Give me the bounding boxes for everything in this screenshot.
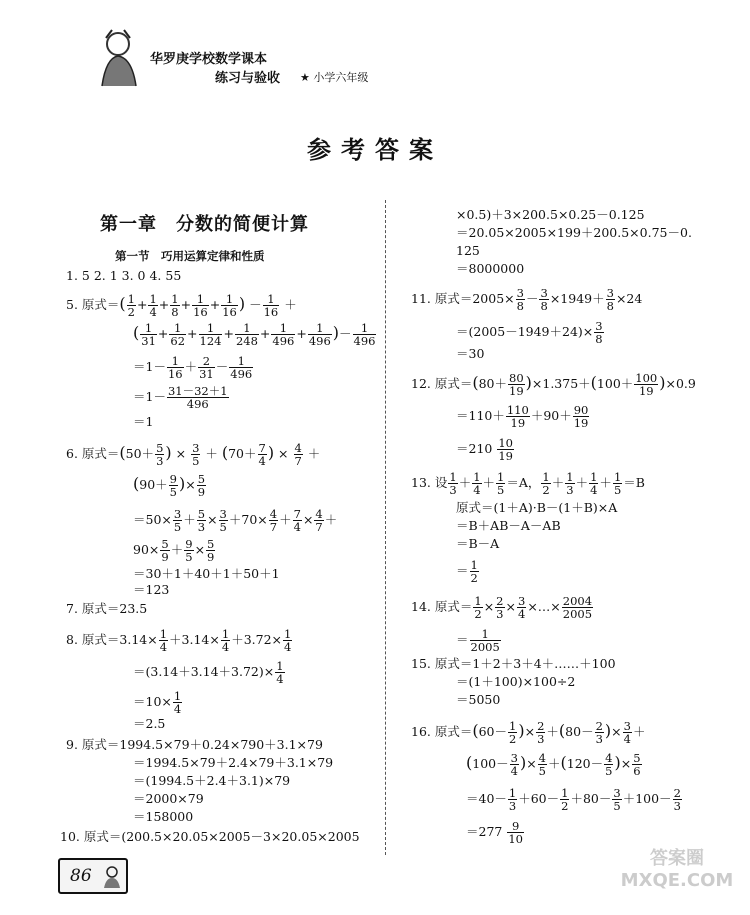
answer-13-line1: 13. 设 $\frac{1}{3}$ ＋ $\frac{1}{4}$ ＋ $\frac{1}{5}$ ＝A， $\frac{1}{2}$ ＋ $\frac{1}{3}$ ＋ $\frac{1}{4}$ ＋ $\frac{1}{5}$ ＝B <box>411 470 645 498</box>
answer-12-result: ＝210 $\frac{10}{19}$ <box>456 436 513 464</box>
answer-13-line4: ＝B－A <box>456 536 500 551</box>
answer-5-line2: ( $\frac{1}{31}$ + $\frac{1}{62}$ + $\frac{1}{124}$ + $\frac{1}{248}$ + $\frac{1}{496}$ + $\frac{1}{496}$ )－ $\frac{1}{496}$ <box>133 321 376 349</box>
answer-10-line3: ＝20.05×2005×199＋200.5×0.75－0. <box>456 225 692 240</box>
mascot-icon <box>100 864 124 888</box>
answer-5-line4: ＝1－ $\frac{31-32+1}{496}$ <box>133 384 228 412</box>
answer-6-line2: (90＋ $\frac{9}{5}$ )× $\frac{5}{9}$ <box>133 472 206 500</box>
column-divider <box>385 200 386 855</box>
answer-14-result: ＝ $\frac{1}{2005}$ <box>456 627 500 655</box>
answer-12-line1: 12. 原式＝(80＋ $\frac{80}{19}$ )×1.375＋(100＋ $\frac{100}{19}$ )×0.9 <box>411 371 696 399</box>
answers-1-4: 1. 5 2. 1 3. 0 4. 55 <box>66 268 182 283</box>
answer-7: 7. 原式＝23.5 <box>66 601 148 616</box>
answer-11-line2: ＝(2005－1949＋24)× $\frac{3}{8}$ <box>456 319 603 347</box>
answer-16-result: ＝277 $\frac{9}{10}$ <box>466 819 523 847</box>
answer-16-line2: (100－ $\frac{3}{4}$ )× $\frac{4}{5}$ ＋(120－ $\frac{4}{5}$ )× $\frac{5}{6}$ <box>466 751 641 779</box>
answer-13-line3: ＝B＋AB－A－AB <box>456 518 561 533</box>
answer-13-result: ＝ $\frac{1}{2}$ <box>456 558 478 586</box>
header-book-title: 练习与验收 <box>215 71 281 86</box>
answer-5-line3: ＝1－ $\frac{1}{16}$ ＋ $\frac{2}{31}$ － $\frac{1}{496}$ <box>133 354 253 382</box>
header-grade: ★ 小学六年级 <box>300 71 369 84</box>
answer-16-line3: ＝40－ $\frac{1}{3}$ ＋60－ $\frac{1}{2}$ ＋80－ $\frac{3}{5}$ ＋100－ $\frac{2}{3}$ <box>466 786 681 814</box>
answer-15-result: ＝5050 <box>456 692 501 707</box>
doc-title: 参考答案 <box>307 136 443 164</box>
answer-6-line4: 90× $\frac{5}{9}$ ＋ $\frac{9}{5}$ × $\frac{5}{9}$ <box>133 537 215 565</box>
header-series-title: 华罗庚学校数学课本 <box>150 52 268 67</box>
answer-6-line3: ＝50× $\frac{3}{5}$ ＋ $\frac{5}{3}$ × $\frac{3}{5}$ ＋70× $\frac{4}{7}$ ＋ $\frac{7}{4}$ × $\frac{4}{7}$ ＋ <box>133 507 338 535</box>
answer-10-line2: ×0.5)＋3×200.5×0.25－0.125 <box>456 207 645 222</box>
page-number-box <box>58 858 128 894</box>
answer-12-line2: ＝110＋ $\frac{110}{19}$ ＋90＋ $\frac{90}{19}$ <box>456 403 589 431</box>
answer-14-line1: 14. 原式＝ $\frac{1}{2}$ × $\frac{2}{3}$ × $\frac{3}{4}$ ×…× $\frac{2004}{2005}$ <box>411 594 593 622</box>
answer-13-line2: 原式＝(1＋A)·B－(1＋B)×A <box>456 500 618 515</box>
page-number: 86 <box>70 866 92 886</box>
answer-11-line1: 11. 原式＝2005× $\frac{3}{8}$ － $\frac{3}{8}$ ×1949＋ $\frac{3}{8}$ ×24 <box>411 286 643 314</box>
answer-9-line2: ＝1994.5×79＋2.4×79＋3.1×79 <box>133 755 334 770</box>
answer-5-line1: 5. 原式＝( $\frac{1}{2}$ + $\frac{1}{4}$ + $\frac{1}{8}$ + $\frac{1}{16}$ + $\frac{1}{16}$ ) － $\frac{1}{16}$ ＋ <box>66 292 297 320</box>
answer-6-line5: ＝30＋1＋40＋1＋50＋1 <box>133 566 280 581</box>
section-title: 第一节 巧用运算定律和性质 <box>115 249 265 263</box>
answer-15-line1: 15. 原式＝1＋2＋3＋4＋……＋100 <box>411 656 616 671</box>
answer-10-line1: 10. 原式＝(200.5×20.05×2005－3×20.05×2005 <box>60 829 360 844</box>
answer-10-result: ＝8000000 <box>456 261 525 276</box>
answer-10-line4: 125 <box>456 243 480 258</box>
answer-5-result: ＝1 <box>133 414 154 429</box>
answer-8-line3: ＝10× $\frac{1}{4}$ <box>133 689 182 717</box>
answer-8-result: ＝2.5 <box>133 716 166 731</box>
answer-6-result: ＝123 <box>133 582 170 597</box>
watermark: 答案圈 MXQE.COM <box>620 848 734 891</box>
answer-9-line4: ＝2000×79 <box>133 791 204 806</box>
answer-9-line3: ＝(1994.5＋2.4＋3.1)×79 <box>133 773 291 788</box>
answer-6-line1: 6. 原式＝(50＋ $\frac{5}{3}$ ) × $\frac{3}{5}$ ＋ (70＋ $\frac{7}{4}$ ) × $\frac{4}{7}$ ＋ <box>66 441 321 469</box>
answer-16-line1: 16. 原式＝(60－ $\frac{1}{2}$ )× $\frac{2}{3}$ ＋(80－ $\frac{2}{3}$ )× $\frac{3}{4}$ ＋ <box>411 719 646 747</box>
answer-8-line1: 8. 原式＝3.14× $\frac{1}{4}$ ＋3.14× $\frac{1}{4}$ ＋3.72× $\frac{1}{4}$ <box>66 627 292 655</box>
answer-9-line1: 9. 原式＝1994.5×79＋0.24×790＋3.1×79 <box>66 737 323 752</box>
answer-9-result: ＝158000 <box>133 809 194 824</box>
answer-11-result: ＝30 <box>456 346 485 361</box>
answer-15-line2: ＝(1＋100)×100÷2 <box>456 674 576 689</box>
header-logo <box>92 28 144 88</box>
chapter-title: 第一章 分数的简便计算 <box>100 214 309 235</box>
answer-8-line2: ＝(3.14＋3.14＋3.72)× $\frac{1}{4}$ <box>133 659 284 687</box>
